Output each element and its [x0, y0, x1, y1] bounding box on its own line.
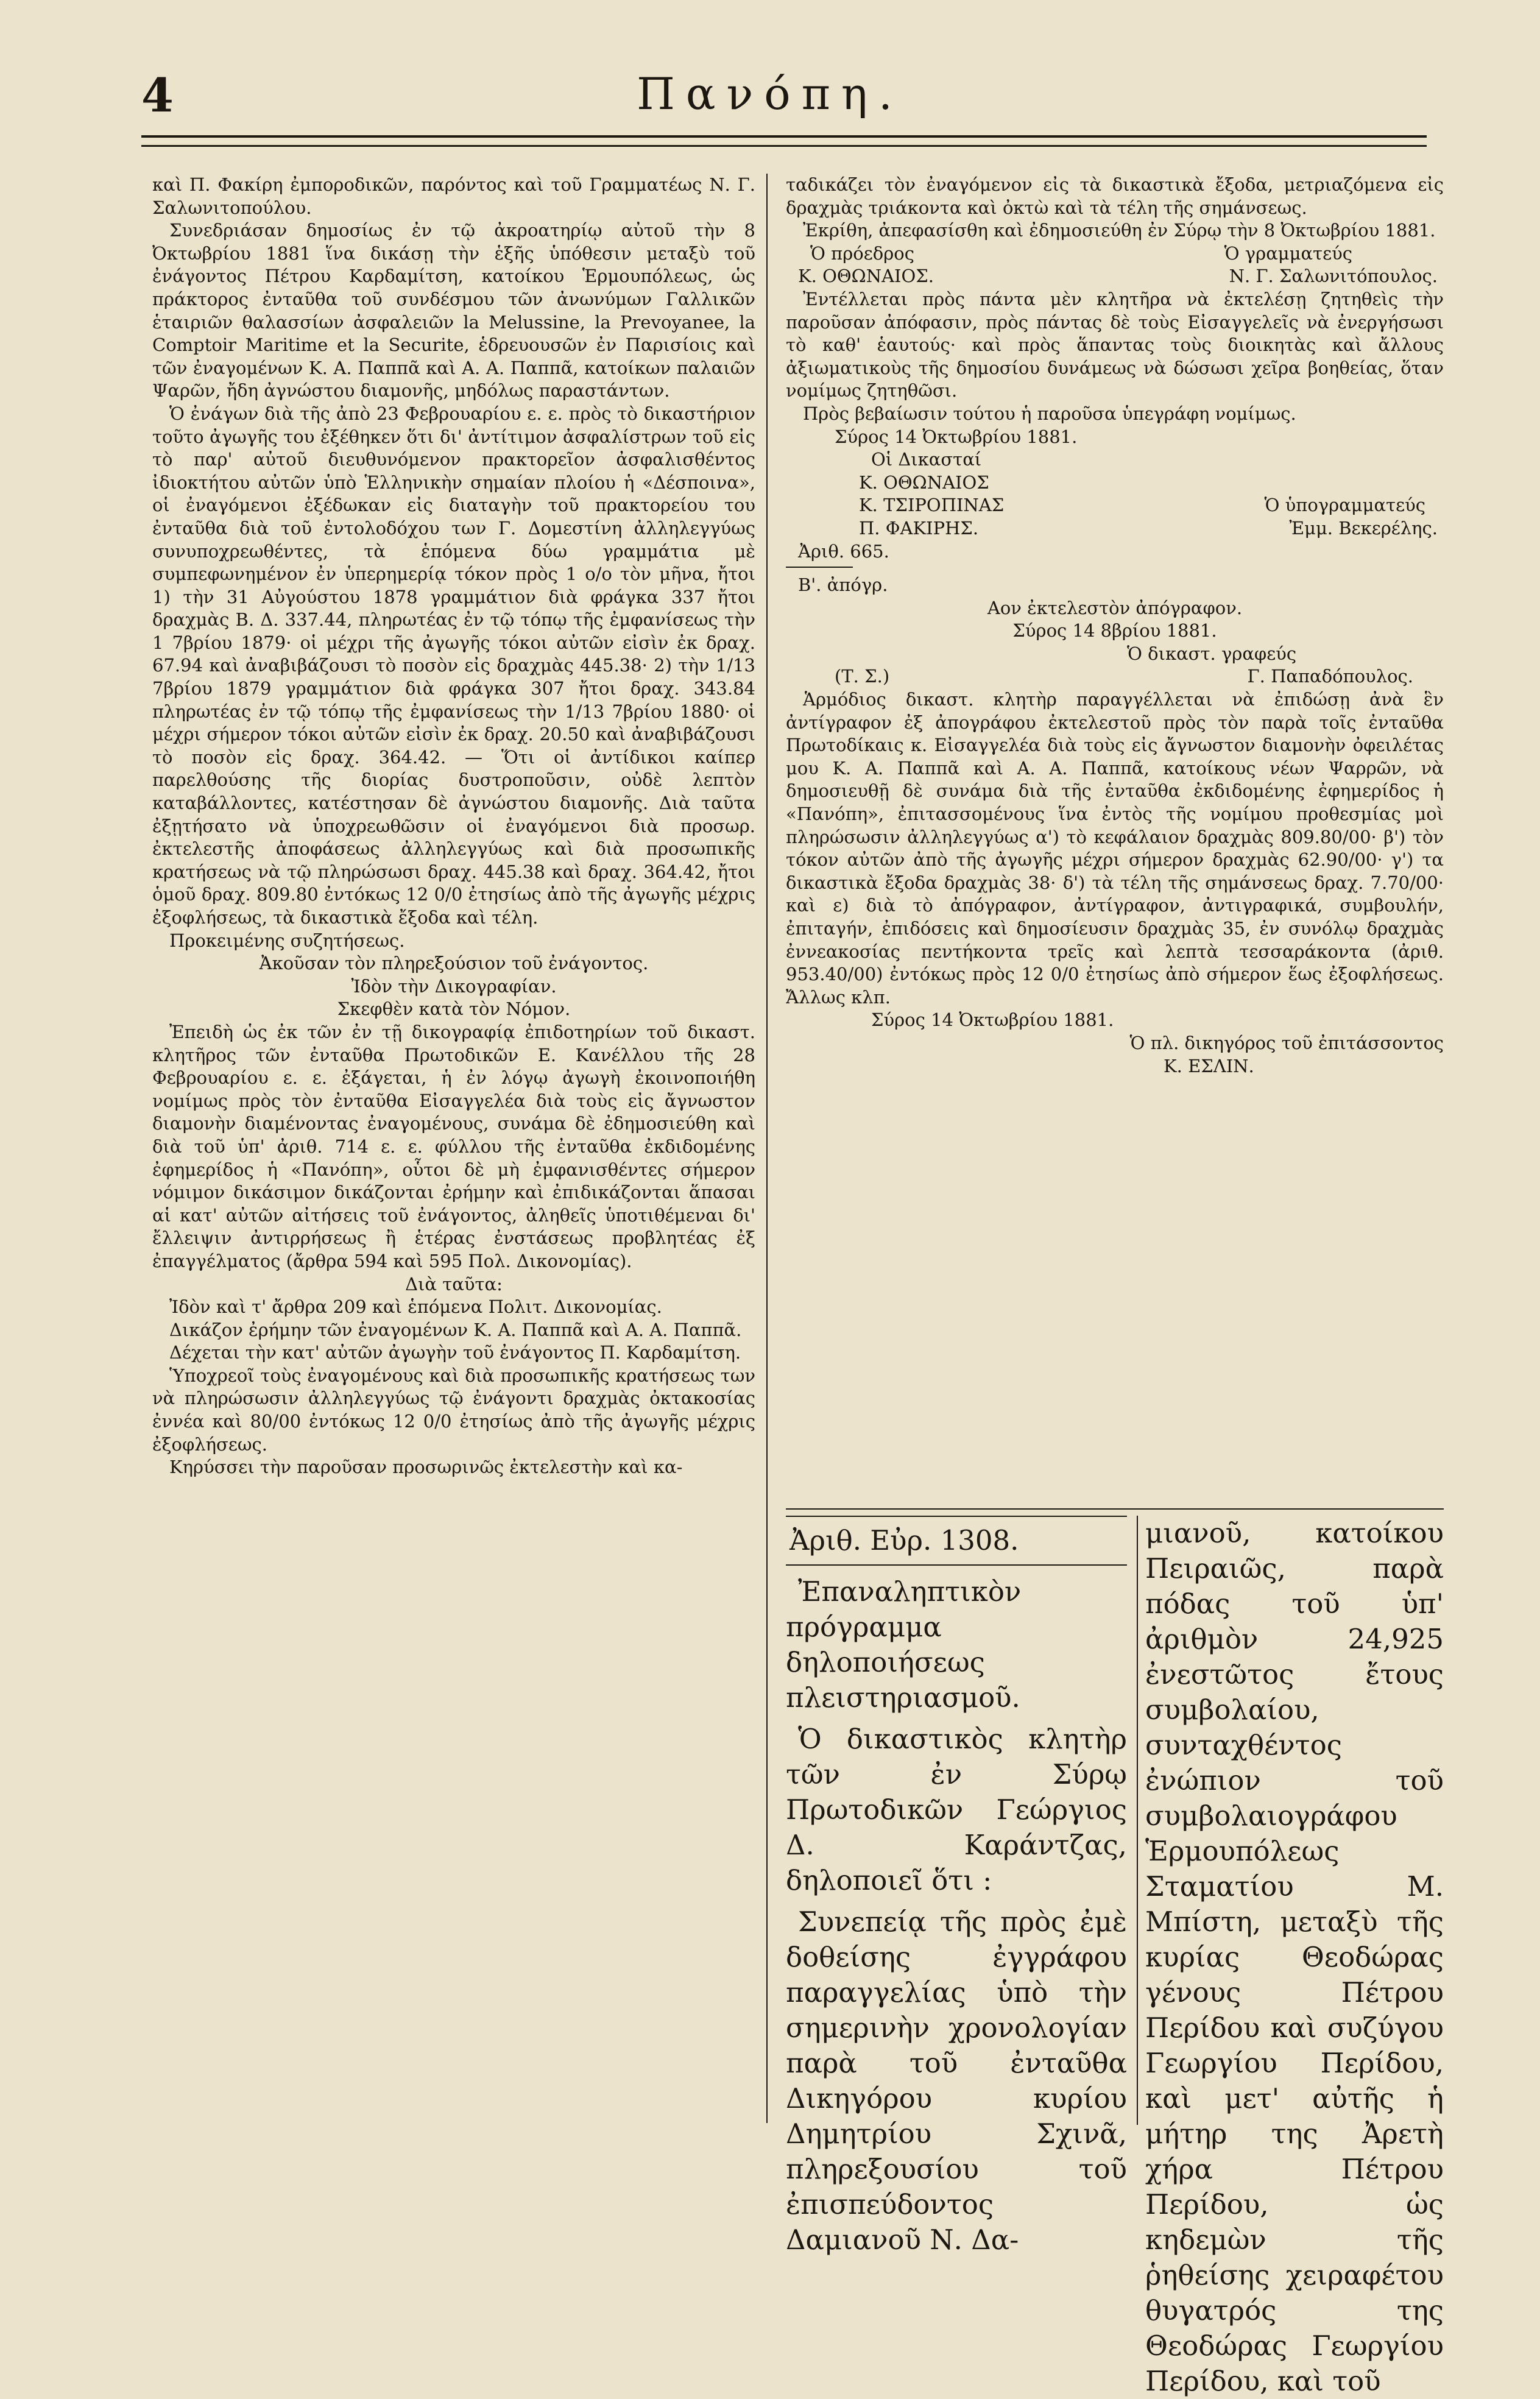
- signature-names: [786, 265, 1444, 288]
- right-column-upper: [786, 174, 1444, 1078]
- paragraph: Ἐντέλλεται πρὸς πάντα μὲν κλητῆρα νὰ ἐκτελέσῃ ζητηθεὶς τὴν παροῦσαν ἀπόφασιν, πρὸς πάντας δὲ τοὺς Εἰσαγγελεῖς νὰ ἐνεργήσωσι τὸ καθ' ἑαυτούς· καὶ πρὸς ἅπαντας τοὺς διοικητὰς καὶ ἄλλους ἀξιωματικοὺς τῆς δημοσίου δυνάμεως νὰ δώσωσι χεῖρα βοηθείας, ὅταν νομίμως ζητηθῶσι.: [786, 288, 1444, 401]
- header-rule: [141, 135, 1427, 147]
- masthead: Πανόπη.: [637, 68, 903, 119]
- notice-body-right: μιανοῦ, κατοίκου Πειραιῶς, παρὰ πόδας τοῦ ὑπ' ἀριθμὸν 24,925 ἐνεστῶτος ἔτους συμβολαίου, συνταχθέντος ἐνώπιον τοῦ συμβολαιογράφου Ἑρμουπόλεως Σταματίου Μ. Μπίστη, μεταξὺ τῆς κυρίας Θεοδώρας γένους Πέτρου Περίδου καὶ συζύγου Γεωργίου Περίδου, καὶ μετ' αὐτῆς ἡ μήτηρ της Ἀρετὴ χήρα Πέτρου Περίδου, ὡς κηδεμὼν τῆς ῥηθείσης χειραφέτου θυγατρός της Θεοδώρας Γεωργίου Περίδου, καὶ τοῦ: [1145, 1517, 1444, 2397]
- paragraph: Ἀκοῦσαν τὸν πληρεξούσιον τοῦ ἐνάγοντος.: [259, 953, 649, 974]
- paragraph: Συνεδριάσαν δημοσίως ἐν τῷ ἀκροατηρίῳ αὐτοῦ τὴν 8 Ὀκτωβρίου 1881 ἵνα δικάσῃ τὴν ἑξῆς ὑπόθεσιν μεταξὺ τοῦ ἐνάγοντος Πέτρου Καρδαμίτση, κατοίκου Ἑρμουπόλεως, ὡς πράκτορος ἐνταῦθα τοῦ συνδέσμου τῶν ἀνωνύμων Γαλλικῶν ἑταιριῶν θαλασσίων ἀσφαλειῶν la Melussine, la Prevoyanee, la Comptoir Maritime et la Securite, ἑδρευουσῶν ἐν Παρισίοις καὶ τῶν ἐναγομένων Κ. Α. Παππᾶ καὶ Α. Α. Παππᾶ, κατοίκων παλαιῶν Ψαρῶν, ἤδη ἀγνώστου διαμονῆς, μηδόλως παραστάντων.: [152, 220, 755, 401]
- notice-number: Ἀριθ. Εὐρ. 1308.: [786, 1516, 1127, 1566]
- paragraph: Κηρύσσει τὴν παροῦσαν προσωρινῶς ἐκτελεστὴν καὶ κα-: [169, 1457, 683, 1478]
- paragraph: Σκεφθὲν κατὰ τὸν Νόμον.: [337, 998, 571, 1020]
- lawyer-title: Ὁ πλ. δικηγόρος τοῦ ἐπιτάσσοντος: [1129, 1032, 1444, 1053]
- judge-row: [786, 517, 1444, 540]
- secretary-title: Ὁ γραμματεύς: [1224, 242, 1352, 264]
- president-title: Ὁ πρόεδρος: [810, 242, 914, 264]
- auction-notice: [786, 1516, 1444, 2397]
- paragraph: Αον ἐκτελεστὸν ἀπόγραφον.: [987, 597, 1243, 618]
- date-line: Σύρος 14 8βρίου 1881.: [1012, 620, 1217, 641]
- judge-name: Κ. ΤΣΙΡΟΠΙΝΑΣ: [859, 495, 1005, 516]
- notice-left-column: [786, 1516, 1127, 2258]
- clerk-name: Γ. Παπαδόπουλος.: [1247, 666, 1413, 687]
- paragraph: Διὰ ταῦτα:: [405, 1273, 503, 1295]
- judge-row: [786, 494, 1444, 517]
- paragraph: Ἁρμόδιος δικαστ. κλητὴρ παραγγέλλεται νὰ ἐπιδώσῃ ἀνὰ ἓν ἀντίγραφον ἐξ ἀπογράφου ἐκτελεστοῦ πρὸς τὸν παρὰ τοῖς ἐνταῦθα Πρωτοδίκαις κ. Εἰσαγγελέα διὰ τοὺς εἰς ἄγνωστον διαμονὴν ὀφειλέτας μου Κ. Α. Παππᾶ καὶ Α. Α. Παππᾶ, κατοίκους νέων Ψαρρῶν, νὰ δημοσιευθῇ δὲ συνάμα διὰ τῆς ἐνταῦθα ἐκδιδομένης ἐφημερίδος ἡ «Πανόπη», ἐπιτασσομένους ἵνα ἐντὸς τῆς νομίμου προθεσμίας μοὶ πληρώσωσιν ἀλληλεγγύως α') τὸ κεφάλαιον δραχμὰς 809.80/00· β') τὸν τόκον αὐτῶν ἀπὸ τῆς ἀγωγῆς μέχρι σήμερον δραχμὰς 62.90/00· γ') τα δικαστικὰ ἔξοδα δραχμὰς 38· δ') τὰ τέλη τῆς σημάνσεως δραχ. 7.70/00· καὶ ε) διὰ τὸ ἀπόγραφον, ἀντίγραφον, ἀντιγραφικά, συμβουλήν, ἐπιταγήν, ἐπιδόσεις καὶ δημοσίευσιν δραχμὰς 35, ἐν συνόλῳ δραχμὰς ἐννεακοσίας πεντήκοντα τρεῖς καὶ λεπτὰ τεσσαράκοντα (ἀριθ. 953.40/00) ἐντόκως πρὸς 12 0/0 ἐτησίως ἀπὸ σήμερον ἕως ἐξοφλήσεως. Ἄλλως κλπ.: [786, 689, 1444, 1008]
- notice-right-column: [1145, 1516, 1444, 2399]
- paragraph: Ὁ ἐνάγων διὰ τῆς ἀπὸ 23 Φεβρουαρίου ε. ε. πρὸς τὸ δικαστήριον τοῦτο ἀγωγῆς του ἐξέθηκεν ὅτι δι' ἀντίτιμον ἀσφαλίστρων τοῦ εἰς τὸ παρ' αὐτοῦ διευθυνόμενον πρακτορεῖον ἀσφαλισθέντος ἰδιοκτήτου αὐτῶν ὑπὸ Ἑλληνικὴν σημαίαν πλοίου ἡ «Δέσποινα», οἱ ἐναγόμενοι ἐξέδωκαν εἰς διαταγὴν τοῦ πρακτορείου του ἐνταῦθα διὰ τοῦ ἐντολοδόχου των Γ. Δομεστίνη ἀλληλεγγύως συνυποχρεωθέντες, τὰ ἑπόμενα δύω γραμμάτια μὲ συμπεφωνημένον ἐν ὑπερημερίᾳ τόκον πρὸς 1 ο/ο τὸν μῆνα, ἤτοι 1) τὴν 31 Αὐγούστου 1878 γραμμάτιον διὰ φράγκα 337 ἤτοι δραχμὰς Β. Δ. 337.44, πληρωτέας ἐν τῷ τόπῳ τῆς ἐμφανίσεως τὴν 1 7βρίου 1879· οἱ μέχρι τῆς ἀγωγῆς τόκοι αὐτῶν εἰσὶν ἐκ δραχ. 67.94 καὶ ἀναβιβάζουσι τὸ ποσὸν εἰς δραχμὰς 445.38· 2) τὴν 1/13 7βρίου 1879 γραμμάτιον διὰ φράγκα 307 ἤτοι δραχ. 343.84 πληρωτέας ἐν τῷ τόπῳ τῆς ἐμφανίσεως τὴν 1/13 7βρίου 1880· οἱ μέχρι σήμερον τόκοι αὐτῶν εἰσὶν ἐκ δραχ. 20.50 καὶ ἀναβιβάζουσι τὸ ποσὸν εἰς δραχ. 364.42. — Ὅτι οἱ ἀντίδικοι καίπερ παρελθούσης τῆς διορίας δυστροποῦσιν, οὐδὲ λεπτὸν καταβάλλοντες, κατέστησαν δὲ ἀγνώστου διαμονῆς. Διὰ ταῦτα ἐξῃτήσατο νὰ ὑποχρεωθῶσιν οἱ ἐναγόμενοι διὰ προσωρ. ἐκτελεστῆς ἀποφάσεως ἀλληλεγγύως καὶ διὰ προσωπικῆς κρατήσεως νὰ τῷ πληρώσωσι δραχ. 445.38 καὶ δραχ. 364.42, ἤτοι ὁμοῦ δραχ. 809.80 ἐντόκως 12 0/0 ἐτησίως ἀπὸ τῆς ἀγωγῆς μέχρις ἐξοφλήσεως, τὰ δικαστικὰ ἔξοδα καὶ τέλη.: [152, 403, 755, 928]
- undersecretary-name: Ἐμμ. Βεκερέλης.: [1289, 517, 1438, 539]
- clerk-row: [786, 665, 1444, 688]
- paragraph: Προκειμένης συζητήσεως.: [169, 930, 405, 951]
- lawyer-name: Κ. ΕΣΛΙΝ.: [1164, 1055, 1254, 1076]
- page-number: 4: [141, 68, 174, 122]
- paragraph: ταδικάζει τὸν ἐναγόμενον εἰς τὰ δικαστικὰ ἔξοδα, μετριαζόμενα εἰς δραχμὰς τριάκοντα καὶ ὀκτὼ καὶ τὰ τέλη τῆς σημάνσεως.: [786, 174, 1444, 218]
- paragraph: Ἐπειδὴ ὡς ἐκ τῶν ἐν τῇ δικογραφίᾳ ἐπιδοτηρίων τοῦ δικαστ. κλητῆρος τῶν ἐνταῦθα Πρωτοδικῶν Ε. Κανέλλου τῆς 28 Φεβρουαρίου ε. ε. ἐξάγεται, ἡ ἐν λόγῳ ἀγωγὴ ἐκοινοποιήθη νομίμως πρὸς τὸν ἐνταῦθα Εἰσαγγελέα διὰ τοὺς εἰς ἄγνωστον διαμονὴν διαμένοντας ἐναγομένους, συνάμα δὲ ἐδημοσιεύθη καὶ διὰ τοῦ ὑπ' ἀριθ. 714 ε. ε. φύλλου τῆς ἐνταῦθα ἐκδιδομένης ἐφημερίδος ἡ «Πανόπη», οὗτοι δὲ μὴ ἐμφανισθέντες σήμερον νόμιμον δικάσιμον δικάζονται ἐρήμην καὶ ἐπιδικάζονται ἅπασαι αἱ κατ' αὐτῶν αἰτήσεις τοῦ ἐνάγοντος, ἀληθεῖς ὑποτιθέμεναι δι' ἔλλειψιν ἀντιρρήσεως ἢ ἑτέρας ἐνστάσεως προβλητέας ἐξ ἐπαγγέλματος (ἄρθρα 594 καὶ 595 Πολ. Δικονομίας).: [152, 1021, 755, 1271]
- signature-titles: [786, 242, 1444, 266]
- paragraph: καὶ Π. Φακίρη ἐμποροδικῶν, παρόντος καὶ τοῦ Γραμματέως Ν. Γ. Σαλωνιτοπούλου.: [152, 174, 755, 218]
- paragraph: Ἰδὸν τὴν Δικογραφίαν.: [351, 975, 557, 997]
- undersecretary-title: Ὁ ὑπογραμματεύς: [1264, 495, 1425, 516]
- clerk-title: Ὁ δικαστ. γραφεύς: [1127, 643, 1297, 664]
- notice-title: Ἐπαναληπτικὸν πρόγραμμα δηλοποιήσεως πλειστηριασμοῦ.: [786, 1575, 1022, 1714]
- notice-intro: Ὁ δικαστικὸς κλητὴρ τῶν ἐν Σύρῳ Πρωτοδικῶν Γεώργιος Δ. Καράντζας, δηλοποιεῖ ὅτι :: [786, 1723, 1127, 1896]
- date-line: Σύρος 14 Ὀκτωβρίου 1881.: [871, 1009, 1114, 1031]
- paragraph: Ἰδὸν καὶ τ' ἄρθρα 209 καὶ ἑπόμενα Πολιτ. Δικονομίας.: [169, 1296, 662, 1318]
- paragraph: Πρὸς βεβαίωσιν τούτου ἡ παροῦσα ὑπεγράφη νομίμως.: [803, 403, 1296, 424]
- copy-label: Β'. ἀπόγρ.: [798, 574, 888, 596]
- column-divider: [766, 174, 768, 2123]
- judge-name: Κ. ΟΘΩΝΑΙΟΣ: [859, 472, 989, 493]
- judges-title: Οἱ Δικασταί: [871, 449, 982, 470]
- secretary-name: Ν. Γ. Σαλωνιτόπουλος.: [1229, 266, 1438, 287]
- notice-divider: [1137, 1516, 1138, 2125]
- paragraph: Ὑποχρεοῖ τοὺς ἐναγομένους καὶ διὰ προσωπικῆς κρατήσεως των νὰ πληρώσωσιν ἀλληλεγγύως τῷ ἐνάγοντι δραχμὰς ὀκτακοσίας ἐννέα καὶ 80/00 ἐντόκως 12 0/0 ἐτησίως ἀπὸ τῆς ἀγωγῆς μέχρις ἐξοφλήσεως.: [152, 1365, 755, 1455]
- paragraph: Δικάζον ἐρήμην τῶν ἐναγομένων Κ. Α. Παππᾶ καὶ Α. Α. Παππᾶ.: [169, 1319, 742, 1340]
- paragraph: Δέχεται τὴν κατ' αὐτῶν ἀγωγὴν τοῦ ἐνάγοντος Π. Καρδαμίτση.: [169, 1342, 741, 1363]
- date-line: Σύρος 14 Ὀκτωβρίου 1881.: [835, 426, 1078, 447]
- seal-mark: (Τ. Σ.): [835, 666, 890, 687]
- paragraph: Ἐκρίθη, ἀπεφασίσθη καὶ ἐδημοσιεύθη ἐν Σύρῳ τὴν 8 Ὀκτωβρίου 1881.: [803, 220, 1436, 241]
- section-rule: [786, 1508, 1444, 1510]
- notice-body-left: Συνεπείᾳ τῆς πρὸς ἐμὲ δοθείσης ἐγγράφου παραγγελίας ὑπὸ τὴν σημερινὴν χρονολογίαν παρὰ τοῦ ἐνταῦθα Δικηγόρου κυρίου Δημητρίου Σχινᾶ, πληρεξουσίου τοῦ ἐπισπεύδοντος Δαμιανοῦ Ν. Δα-: [786, 1906, 1127, 2256]
- president-name: Κ. ΟΘΩΝΑΙΟΣ.: [798, 266, 934, 287]
- left-column: [152, 174, 755, 1479]
- number-label: Ἀριθ. 665.: [798, 540, 889, 562]
- short-rule: [786, 567, 853, 568]
- judge-name: Π. ΦΑΚΙΡΗΣ.: [859, 517, 979, 539]
